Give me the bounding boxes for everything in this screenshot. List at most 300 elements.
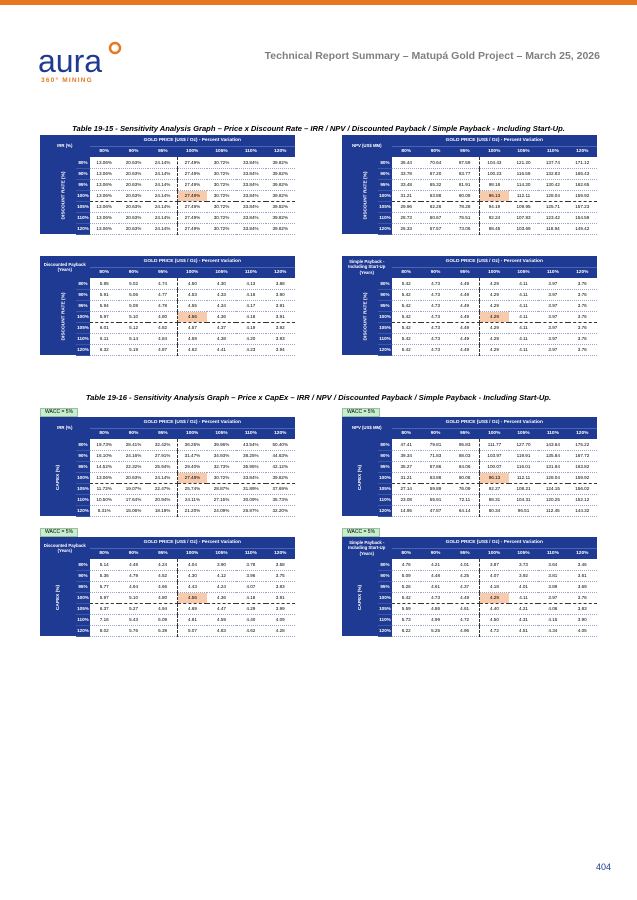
table-cell: 30.72%: [207, 157, 236, 168]
gold-price-header: GOLD PRICE (US$ / Oz) - Percent Variation: [392, 135, 597, 146]
table-cell: 81.91: [450, 179, 479, 190]
table-cell: 4.28: [266, 625, 295, 636]
table-row: [40, 592, 295, 603]
column-header: 95%: [450, 267, 479, 278]
column-header: 80%: [90, 146, 119, 157]
table-cell: 4.86: [421, 603, 450, 614]
table-cell: 84.06: [450, 461, 479, 472]
table-cell: 4.48: [119, 559, 148, 570]
table-cell: 65.32: [421, 179, 450, 190]
table-cell: 3.58: [266, 559, 295, 570]
column-header: 110%: [538, 267, 567, 278]
table-row: [40, 190, 295, 201]
table-cell: 22.32%: [119, 461, 148, 472]
table-cell: 21.20%: [178, 505, 207, 516]
table-cell: 76.09: [450, 483, 479, 494]
table-cell: 4.69: [178, 603, 207, 614]
table-row: [342, 483, 597, 494]
table-cell: 4.73: [421, 344, 450, 355]
table-row: [40, 212, 295, 223]
table-row: [342, 278, 597, 289]
table-cell: 4.81: [178, 614, 207, 625]
table-cell: 144.32: [568, 505, 597, 516]
row-header: 90%: [76, 570, 89, 581]
table-cell: 100.07: [480, 461, 509, 472]
table-row: [40, 168, 295, 179]
table-cell: 5.94: [90, 300, 119, 311]
table-cell: 88.03: [450, 450, 479, 461]
wacc-label: WACC = 5%: [342, 408, 380, 417]
table-cell: 5.12: [119, 322, 148, 333]
table-cell: 20.94%: [148, 494, 177, 505]
table-metric-label: Simple Payback - Including Start-Up (Years): [342, 537, 392, 559]
table-cell: 4.07: [480, 570, 509, 581]
table-cell: 4.80: [148, 311, 177, 322]
column-header: 105%: [207, 548, 236, 559]
table-cell: 96.13: [480, 190, 509, 201]
table-cell: 27.48%: [178, 190, 207, 201]
table-cell: 4.29: [480, 322, 509, 333]
column-header: 80%: [392, 428, 421, 439]
table-cell: 109.95: [509, 201, 538, 212]
table-cell: 4.11: [509, 344, 538, 355]
table-cell: 4.49: [450, 278, 479, 289]
table-cell: 4.29: [480, 300, 509, 311]
table-cell: 23.08: [392, 494, 421, 505]
table-cell: 39.82%: [266, 168, 295, 179]
table-row: [40, 223, 295, 234]
table-cell: 127.70: [509, 439, 538, 450]
table-cell: 3.76: [568, 300, 597, 311]
row-header: 100%: [378, 190, 391, 201]
table-cell: 31.21: [392, 190, 421, 201]
table-row: [40, 614, 295, 625]
column-header: 105%: [509, 548, 538, 559]
table-cell: 39.96%: [207, 439, 236, 450]
table-cell: 4.09: [266, 614, 295, 625]
table-cell: 6.22: [392, 625, 421, 636]
table-cell: 5.42: [392, 289, 421, 300]
table-cell: 4.11: [509, 333, 538, 344]
row-axis-label: [40, 157, 76, 234]
table-cell: 32.20%: [266, 505, 295, 516]
table-row: [40, 439, 295, 450]
table-cell: 4.07: [236, 581, 265, 592]
table-cell: 4.73: [421, 300, 450, 311]
table-cell: 33.84%: [236, 168, 265, 179]
table-cell: 4.61: [450, 603, 479, 614]
table-cell: 3.92: [509, 570, 538, 581]
table-cell: 104.43: [480, 157, 509, 168]
row-header: 120%: [76, 344, 89, 355]
table-cell: 24.11%: [178, 494, 207, 505]
table-cell: 30.72%: [207, 472, 236, 483]
row-header: 100%: [76, 311, 89, 322]
gold-price-header: GOLD PRICE (US$ / Oz) - Percent Variation: [392, 256, 597, 267]
table-cell: 13.06%: [90, 212, 119, 223]
table-cell: 5.02: [119, 278, 148, 289]
row-axis-label: [40, 278, 76, 355]
sensitivity-table: [342, 417, 597, 517]
table-cell: 29.40%: [178, 461, 207, 472]
row-header: 95%: [76, 179, 89, 190]
table-cell: 4.11: [509, 300, 538, 311]
table-cell: 3.73: [509, 559, 538, 570]
table-cell: 5.25: [421, 625, 450, 636]
row-header: 105%: [76, 201, 89, 212]
gold-price-header: GOLD PRICE (US$ / Oz) - Percent Variation: [90, 256, 295, 267]
table-cell: 3.76: [568, 311, 597, 322]
column-header: 120%: [568, 428, 597, 439]
table-cell: 83.77: [450, 168, 479, 179]
table-cell: 3.81: [538, 570, 567, 581]
table-cell: 24.14%: [148, 179, 177, 190]
table-cell: 5.42: [392, 333, 421, 344]
table-cell: 19.73%: [90, 439, 119, 450]
table-cell: 4.57: [178, 322, 207, 333]
table-cell: 24.14%: [148, 157, 177, 168]
table-caption-19-16: Table 19-16 - Sensitivity Analysis Graph – Price x CapEx – IRR / NPV / Discounted Payback / Simple Payback - Including Start-Up.: [85, 393, 552, 402]
table-cell: 16.10%: [90, 450, 119, 461]
sensitivity-grid: [342, 135, 597, 235]
row-header: 110%: [76, 333, 89, 344]
table-cell: 3.78: [236, 559, 265, 570]
table-cell: 13.06%: [90, 179, 119, 190]
table-cell: 67.86: [421, 461, 450, 472]
table-row: [342, 190, 597, 201]
column-header: 105%: [207, 267, 236, 278]
table-cell: 28.87%: [207, 483, 236, 494]
column-header: 90%: [119, 548, 148, 559]
table-cell: 4.61: [421, 581, 450, 592]
table-cell: 104.31: [509, 494, 538, 505]
table-cell: 27.49%: [178, 157, 207, 168]
column-header: 80%: [90, 267, 119, 278]
table-cell: 4.51: [509, 625, 538, 636]
table-cell: 132.83: [538, 168, 567, 179]
column-header: 110%: [538, 428, 567, 439]
column-header: 90%: [119, 428, 148, 439]
table-cell: 4.18: [480, 581, 509, 592]
table-cell: 80.08: [450, 190, 479, 201]
table-cell: 20.63%: [119, 190, 148, 201]
table-cell: 116.01: [509, 461, 538, 472]
table-cell: 4.49: [450, 300, 479, 311]
table-row: [40, 559, 295, 570]
column-header: 120%: [568, 146, 597, 157]
table-cell: 4.29: [480, 344, 509, 355]
table-cell: 4.94: [148, 603, 177, 614]
table-cell: 27.49%: [178, 223, 207, 234]
table-metric-label: NPV (US$ MM): [342, 417, 392, 439]
row-header: 120%: [378, 505, 391, 516]
table-cell: 4.52: [148, 570, 177, 581]
table-row: [40, 201, 295, 212]
table-row: [342, 581, 597, 592]
table-cell: 4.43: [178, 581, 207, 592]
table-cell: 3.89: [538, 581, 567, 592]
table-cell: 4.99: [421, 614, 450, 625]
row-header: 100%: [378, 472, 391, 483]
logo-ring-icon: [110, 43, 120, 53]
row-header: 110%: [76, 494, 89, 505]
table-cell: 33.84%: [236, 212, 265, 223]
row-axis-label-text: DISCOUNT RATE (%): [61, 171, 67, 220]
table-cell: 4.01: [450, 559, 479, 570]
column-header: 80%: [90, 428, 119, 439]
table-cell: 3.76: [568, 344, 597, 355]
table-cell: 5.07: [178, 625, 207, 636]
table-cell: 27.49%: [178, 201, 207, 212]
row-header: 100%: [76, 190, 89, 201]
row-header: 120%: [76, 625, 89, 636]
table-row: [40, 570, 295, 581]
table-cell: 4.01: [509, 581, 538, 592]
sensitivity-grid: [342, 537, 597, 637]
table-cell: 4.30: [178, 570, 207, 581]
table-cell: 4.55: [178, 300, 207, 311]
table-cell: 112.11: [509, 190, 538, 201]
table-cell: 13.06%: [90, 201, 119, 212]
table-cell: 112.11: [509, 472, 538, 483]
sensitivity-table: [40, 135, 295, 235]
table-cell: 4.15: [538, 614, 567, 625]
table-cell: 8.02: [90, 625, 119, 636]
sensitivity-grid: [40, 537, 295, 637]
table-cell: 26.87%: [236, 505, 265, 516]
column-header: 105%: [509, 428, 538, 439]
table-row: [40, 461, 295, 472]
column-header: 100%: [480, 146, 509, 157]
table-cell: 50.40%: [266, 439, 295, 450]
table-cell: 42.12%: [266, 461, 295, 472]
table-cell: 92.27: [480, 483, 509, 494]
column-header: 80%: [392, 267, 421, 278]
table-cell: 13.06%: [90, 472, 119, 483]
table-cell: 4.73: [421, 322, 450, 333]
table-cell: 5.76: [119, 625, 148, 636]
table-cell: 24.14%: [148, 472, 177, 483]
column-header: 120%: [266, 267, 295, 278]
table-cell: 39.82%: [266, 212, 295, 223]
table-cell: 5.26: [392, 581, 421, 592]
table-cell: 44.63%: [266, 450, 295, 461]
table-cell: 103.97: [480, 450, 509, 461]
table-cell: 4.36: [207, 592, 236, 603]
table-cell: 37.69%: [266, 483, 295, 494]
table-cell: 30.09%: [236, 494, 265, 505]
table-cell: 4.29: [480, 333, 509, 344]
table-cell: 27.49%: [178, 168, 207, 179]
table-cell: 114.30: [509, 179, 538, 190]
table-cell: 39.82%: [266, 201, 295, 212]
table-cell: 3.99: [266, 603, 295, 614]
row-header: 90%: [378, 289, 391, 300]
row-header: 90%: [378, 450, 391, 461]
row-header: 80%: [378, 157, 391, 168]
table-cell: 39.82%: [266, 223, 295, 234]
table-metric-label: IRR (%): [40, 135, 90, 157]
table-cell: 5.43: [119, 614, 148, 625]
table-cell: 4.34: [207, 300, 236, 311]
row-axis-label-text: DISCOUNT RATE (%): [61, 292, 67, 341]
table-cell: 4.78: [148, 300, 177, 311]
column-header: 90%: [119, 267, 148, 278]
table-cell: 88.31: [480, 494, 509, 505]
table-cell: 3.76: [568, 592, 597, 603]
table-cell: 3.69: [568, 581, 597, 592]
table-cell: 4.20: [236, 333, 265, 344]
table-cell: 88.45: [480, 223, 509, 234]
table-cell: 4.29: [236, 603, 265, 614]
row-header: 105%: [378, 201, 391, 212]
table-cell: 4.53: [178, 289, 207, 300]
row-header: 105%: [378, 322, 391, 333]
table-cell: 4.24: [148, 559, 177, 570]
table-cell: 5.42: [392, 322, 421, 333]
row-header: 120%: [378, 625, 391, 636]
table-row: [342, 223, 597, 234]
table-cell: 4.76: [392, 559, 421, 570]
table-row: [342, 311, 597, 322]
table-cell: 31.21: [392, 472, 421, 483]
table-cell: 32.42%: [148, 439, 177, 450]
sensitivity-table: [40, 256, 295, 356]
table-cell: 4.62: [178, 344, 207, 355]
table-cell: 119.91: [509, 450, 538, 461]
table-cell: 6.01: [90, 322, 119, 333]
table-cell: 39.82%: [266, 190, 295, 201]
column-header: 80%: [392, 146, 421, 157]
row-header: 95%: [76, 300, 89, 311]
table-cell: 13.06%: [90, 223, 119, 234]
column-header: 110%: [236, 146, 265, 157]
column-header: 100%: [178, 146, 207, 157]
row-header: 80%: [76, 157, 89, 168]
table-cell: 24.14%: [148, 212, 177, 223]
table-cell: 4.30: [207, 278, 236, 289]
sensitivity-grid: [342, 256, 597, 356]
column-header: 95%: [450, 146, 479, 157]
sensitivity-table: [40, 537, 295, 637]
table-cell: 33.84%: [236, 190, 265, 201]
row-header: 100%: [76, 592, 89, 603]
sensitivity-table: [40, 417, 295, 517]
table-cell: 34.93%: [207, 450, 236, 461]
table-row: [342, 300, 597, 311]
table-cell: 4.47: [207, 603, 236, 614]
table-cell: 20.63%: [119, 201, 148, 212]
row-axis-label-text: CAPEX (%): [357, 464, 363, 491]
row-header: 110%: [76, 212, 89, 223]
table-row: [40, 450, 295, 461]
column-header: 105%: [509, 267, 538, 278]
table-cell: 33.84%: [236, 472, 265, 483]
table-cell: 4.73: [421, 278, 450, 289]
table-cell: 4.49: [450, 333, 479, 344]
table-cell: 159.92: [568, 190, 597, 201]
table-cell: 4.37: [207, 322, 236, 333]
table-cell: 159.92: [568, 472, 597, 483]
row-header: 110%: [378, 212, 391, 223]
table-row: [342, 179, 597, 190]
row-header: 90%: [76, 450, 89, 461]
table-cell: 20.63%: [119, 157, 148, 168]
row-axis-label-text: CAPEX (%): [55, 464, 61, 491]
table-cell: 131.94: [538, 461, 567, 472]
table-cell: 130.42: [538, 179, 567, 190]
table-row: [40, 289, 295, 300]
column-header: 120%: [266, 428, 295, 439]
table-cell: 3.91: [266, 311, 295, 322]
table-cell: 92.24: [480, 212, 509, 223]
table-cell: 128.04: [538, 190, 567, 201]
table-cell: 26.33: [392, 223, 421, 234]
table-row: [342, 322, 597, 333]
table-cell: 4.49: [450, 592, 479, 603]
row-header: 80%: [378, 559, 391, 570]
column-header: 90%: [119, 146, 148, 157]
table-cell: 4.48: [421, 570, 450, 581]
table-cell: 30.72%: [207, 190, 236, 201]
gold-price-header: GOLD PRICE (US$ / Oz) - Percent Variation: [90, 135, 295, 146]
column-header: 110%: [236, 428, 265, 439]
column-header: 100%: [480, 267, 509, 278]
row-header: 105%: [76, 483, 89, 494]
table-cell: 5.85: [90, 278, 119, 289]
table-cell: 5.42: [392, 592, 421, 603]
table-cell: 3.76: [568, 278, 597, 289]
table-cell: 24.09%: [207, 505, 236, 516]
table-cell: 5.06: [119, 289, 148, 300]
table-cell: 5.19: [119, 344, 148, 355]
table-cell: 5.97: [90, 311, 119, 322]
table-cell: 123.42: [538, 212, 567, 223]
table-cell: 162.65: [568, 179, 597, 190]
table-cell: 27.49%: [178, 179, 207, 190]
table-cell: 3.87: [480, 559, 509, 570]
table-cell: 4.83: [207, 625, 236, 636]
column-header: 100%: [178, 267, 207, 278]
column-header: 90%: [421, 428, 450, 439]
row-header: 105%: [76, 603, 89, 614]
row-header: 95%: [378, 581, 391, 592]
table-cell: 4.38: [207, 333, 236, 344]
table-cell: 4.49: [450, 344, 479, 355]
column-header: 120%: [568, 548, 597, 559]
table-cell: 121.20: [509, 157, 538, 168]
row-axis-label-text: DISCOUNT RATE (%): [363, 292, 369, 341]
table-cell: 149.42: [568, 223, 597, 234]
table-cell: 63.88: [421, 472, 450, 483]
column-header: 105%: [207, 428, 236, 439]
table-cell: 13.06%: [90, 190, 119, 201]
table-row: [40, 344, 295, 355]
table-cell: 4.33: [207, 289, 236, 300]
table-cell: 4.79: [119, 570, 148, 581]
table-cell: 4.87: [148, 344, 177, 355]
table-cell: 4.73: [421, 592, 450, 603]
gold-price-header: GOLD PRICE (US$ / Oz) - Percent Variation: [90, 417, 295, 428]
table-cell: 30.72%: [207, 201, 236, 212]
table-row: [342, 157, 597, 168]
table-row: [40, 333, 295, 344]
table-cell: 57.57: [421, 223, 450, 234]
table-cell: 175.22: [568, 439, 597, 450]
table-cell: 4.11: [509, 278, 538, 289]
row-header: 105%: [378, 483, 391, 494]
table-cell: 5.27: [119, 603, 148, 614]
